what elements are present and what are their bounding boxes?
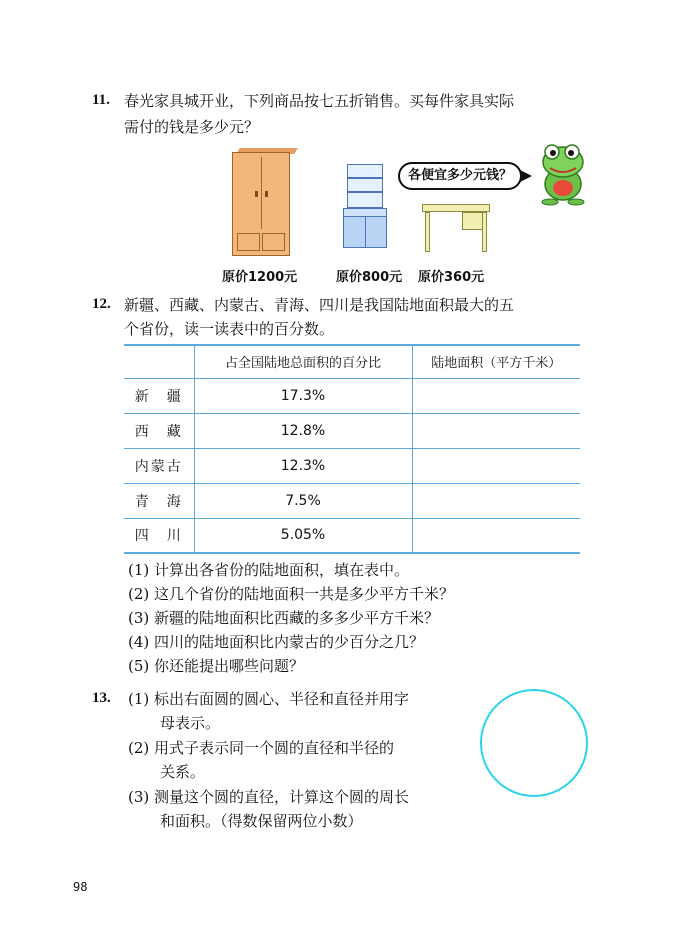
page-number: 98 [73, 880, 88, 894]
percent-cell: 7.5% [194, 483, 412, 518]
speech-bubble-tail [520, 170, 532, 182]
province-area-table [124, 344, 580, 554]
measurement-circle [480, 689, 588, 797]
table-header-area: 陆地面积（平方千米） [412, 345, 580, 378]
table-header-row [124, 345, 580, 378]
q13-line-3: (2) 用式子表示同一个圆的直径和半径的 [128, 739, 395, 757]
province-cell: 新 疆 [124, 378, 194, 413]
q13-line-2: 母表示。 [160, 714, 221, 732]
q13-line-6: 和面积。（得数保留两位小数） [160, 812, 363, 830]
percent-cell: 5.05% [194, 518, 412, 553]
area-cell[interactable] [412, 378, 580, 413]
percent-cell: 12.8% [194, 413, 412, 448]
bookcase-illustration [343, 164, 387, 252]
frog-mascot-icon [532, 140, 594, 206]
q12-sub-2: (2) 这几个省份的陆地面积一共是多少平方千米？ [128, 585, 455, 603]
q12-sub-3: (3) 新疆的陆地面积比西藏的多多少平方千米？ [128, 609, 440, 627]
q11-text-line2: 需付的钱是多少元？ [124, 118, 260, 136]
area-cell[interactable] [412, 483, 580, 518]
q11-number: 11. [92, 92, 110, 108]
percent-cell: 12.3% [194, 448, 412, 483]
province-cell: 内蒙古 [124, 448, 194, 483]
q12-sub-5: (5) 你还能提出哪些问题？ [128, 657, 305, 675]
q12-text-line1: 新疆、西藏、内蒙古、青海、四川是我国陆地面积最大的五 [124, 296, 515, 314]
table-row [124, 518, 580, 553]
area-cell[interactable] [412, 413, 580, 448]
price-wardrobe: 原价1200元 [222, 270, 298, 285]
q13-line-5: (3) 测量这个圆的直径，计算这个圆的周长 [128, 788, 410, 806]
price-desk: 原价360元 [418, 270, 485, 285]
q12-sub-1: (1) 计算出各省份的陆地面积，填在表中。 [128, 561, 410, 579]
price-bookcase: 原价800元 [336, 270, 403, 285]
table-header-blank [124, 345, 194, 378]
q13-line-1: (1) 标出右面圆的圆心、半径和直径并用字 [128, 690, 410, 708]
area-cell[interactable] [412, 518, 580, 553]
desk-illustration [422, 204, 490, 252]
speech-bubble: 各便宜多少元钱？ [398, 162, 522, 190]
q12-sub-4: (4) 四川的陆地面积比内蒙古的少百分之几？ [128, 633, 425, 651]
table-row [124, 483, 580, 518]
province-cell: 西 藏 [124, 413, 194, 448]
table-header-percent: 占全国陆地总面积的百分比 [194, 345, 412, 378]
area-cell[interactable] [412, 448, 580, 483]
table-row [124, 413, 580, 448]
q12-number: 12. [92, 296, 111, 312]
province-cell: 青 海 [124, 483, 194, 518]
table-row [124, 378, 580, 413]
table-row [124, 448, 580, 483]
q13-number: 13. [92, 690, 111, 706]
q13-line-4: 关系。 [160, 763, 206, 781]
q12-text-line2: 个省份，读一读表中的百分数。 [124, 320, 335, 338]
q11-text-line1: 春光家具城开业，下列商品按七五折销售。买每件家具实际 [124, 92, 515, 110]
percent-cell: 17.3% [194, 378, 412, 413]
province-cell: 四 川 [124, 518, 194, 553]
